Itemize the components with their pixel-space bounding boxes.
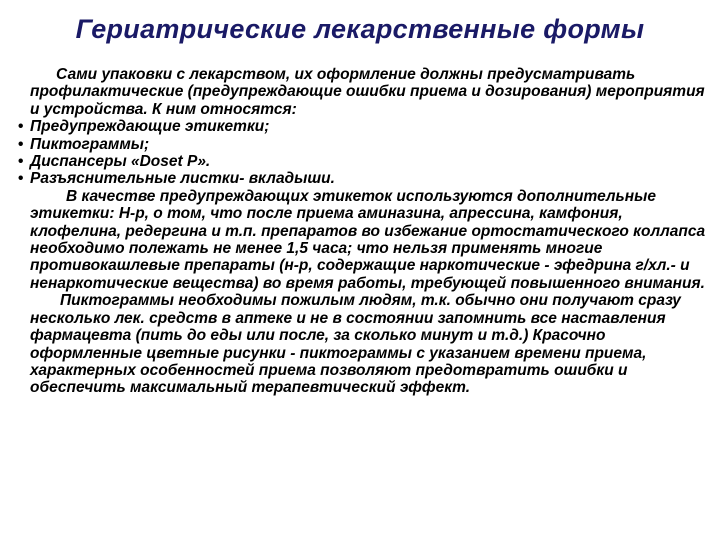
bullet-text: Диспансеры «Doset P».: [30, 153, 211, 171]
bullet-item: [18, 153, 708, 170]
bullet-icon: •: [18, 153, 24, 171]
bullet-item: [18, 136, 708, 153]
slide-title: Гериатрические лекарственные формы: [75, 14, 645, 44]
bullet-text: Разъяснительные листки- вкладыши.: [30, 170, 335, 188]
slide-body: [18, 66, 708, 397]
bullet-text: Предупреждающие этикетки;: [30, 118, 270, 136]
pictograms-paragraph: Пиктограммы необходимы пожилым людям, т.к. обычно они получают сразу несколько лек. средств в аптеке и не в состоянии запомнить все наставления фармацевта (пить до еды или после, за сколько минут и т.д.) Красочно оформленные цветные рисунки - пиктограммы с указанием времени приема, характерных особенностей приема позволяют предотвратить ошибки и обеспечить максимальный терапевтический эффект.: [30, 292, 681, 397]
bullet-item: [18, 118, 708, 135]
bullet-text: Пиктограммы;: [30, 135, 150, 153]
bullet-item: [18, 170, 708, 187]
bullet-icon: •: [18, 135, 24, 153]
intro-paragraph: Сами упаковки с лекарством, их оформление должны предусматривать профилактические (предупреждающие ошибки приема и дозирования) мероприятия и устройства. К ним относятся:: [30, 66, 705, 118]
bullet-list: [18, 118, 708, 188]
labels-paragraph: В качестве предупреждающих этикеток используются дополнительные этикетки: Н-р, о том, что после приема аминазина, апрессина, камфония, клофелина, редергина и т.п. препаратов во избежание ортостатического коллапса необходимо полежать не менее 1,5 часа; что нельзя применять многие противокашлевые препараты (н-р, содержащие наркотические - эфедрина г/хл.- и ненаркотические вещества) во время работы, требующей повышенного внимания.: [30, 187, 706, 292]
bullet-icon: •: [18, 170, 24, 188]
bullet-icon: •: [18, 118, 24, 136]
